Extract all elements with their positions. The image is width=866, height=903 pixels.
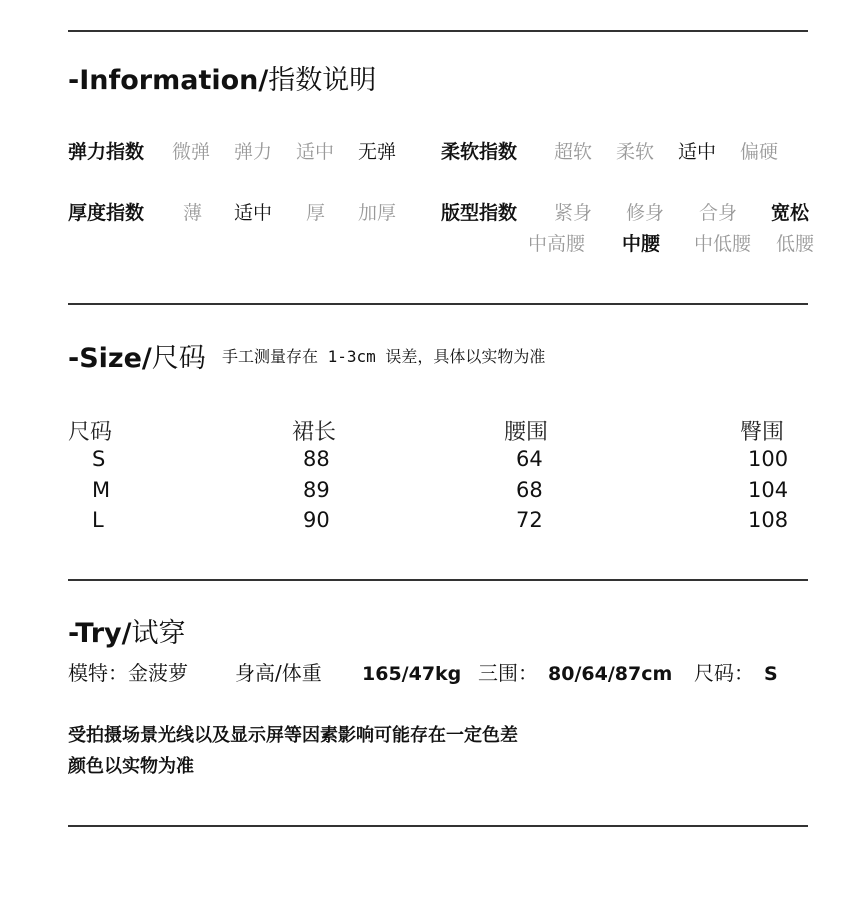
size-cell: 90 — [303, 508, 330, 532]
waist-option: 中低腰 — [694, 233, 752, 255]
divider-bottom — [68, 825, 808, 827]
fit-option: 紧身 — [554, 202, 593, 224]
size-cell: L — [92, 508, 104, 532]
size-cell: 89 — [303, 478, 330, 502]
try-heading — [68, 611, 185, 650]
fit-option: 合身 — [699, 202, 738, 224]
waist-option: 中高腰 — [528, 233, 586, 255]
try-heading-en: -Try/ — [68, 618, 132, 649]
thickness-option: 厚 — [306, 202, 326, 224]
info-heading-en: -Information/ — [68, 65, 269, 96]
thickness-option: 加厚 — [358, 202, 397, 224]
disclaimer-line1: 受拍摄场景光线以及显示屏等因素影响可能存在一定色差 — [68, 725, 518, 746]
elastic-option: 微弹 — [172, 141, 211, 163]
soft-option: 超软 — [554, 141, 593, 163]
size-table-header: 腰围 — [504, 420, 549, 445]
divider-size-try — [68, 579, 808, 581]
size-cell: 64 — [516, 447, 543, 471]
size-table-header: 臀围 — [740, 420, 785, 445]
thickness-label: 厚度指数 — [68, 202, 145, 224]
try-size-label: 尺码： — [694, 661, 754, 685]
waist-option-selected: 中腰 — [622, 233, 661, 255]
try-height-value: 165/47kg — [362, 663, 462, 685]
soft-option: 柔软 — [616, 141, 655, 163]
try-measure-label: 三围： — [478, 661, 538, 685]
waist-option: 低腰 — [776, 233, 815, 255]
try-heading-cn: 试穿 — [131, 618, 186, 649]
size-cell: 104 — [748, 478, 789, 502]
divider-top — [68, 30, 808, 32]
size-table-header: 尺码 — [68, 420, 113, 445]
size-cell: 100 — [748, 447, 789, 471]
size-cell: 68 — [516, 478, 543, 502]
info-heading-cn: 指数说明 — [268, 65, 377, 96]
elastic-label: 弹力指数 — [68, 141, 145, 163]
size-heading — [68, 336, 206, 375]
soft-label: 柔软指数 — [441, 141, 518, 163]
fit-option-selected: 宽松 — [771, 202, 810, 224]
soft-option: 偏硬 — [740, 141, 779, 163]
size-table-header: 裙长 — [292, 420, 337, 445]
size-cell: S — [92, 447, 106, 471]
size-heading-en: -Size/ — [68, 343, 152, 374]
elastic-option: 适中 — [296, 141, 335, 163]
try-height-label: 身高/体重 — [235, 661, 322, 685]
disclaimer-line2: 颜色以实物为准 — [68, 756, 194, 777]
soft-option-selected: 适中 — [678, 141, 717, 163]
thickness-option: 薄 — [183, 202, 203, 224]
size-cell: M — [92, 478, 111, 502]
size-note: 手工测量存在 1-3cm 误差，具体以实物为准 — [222, 347, 546, 366]
size-cell: 88 — [303, 447, 330, 471]
fit-option: 修身 — [626, 202, 665, 224]
try-measure-value: 80/64/87cm — [548, 663, 673, 685]
divider-info-size — [68, 303, 808, 305]
elastic-option-selected: 无弹 — [358, 141, 397, 163]
fit-label: 版型指数 — [441, 202, 518, 224]
size-cell: 108 — [748, 508, 789, 532]
thickness-option-selected: 适中 — [234, 202, 273, 224]
try-size-value: S — [764, 663, 778, 685]
elastic-option: 弹力 — [234, 141, 273, 163]
try-model-label: 模特：金菠萝 — [68, 661, 188, 685]
size-heading-cn: 尺码 — [151, 343, 206, 374]
info-heading — [68, 58, 376, 97]
size-cell: 72 — [516, 508, 543, 532]
